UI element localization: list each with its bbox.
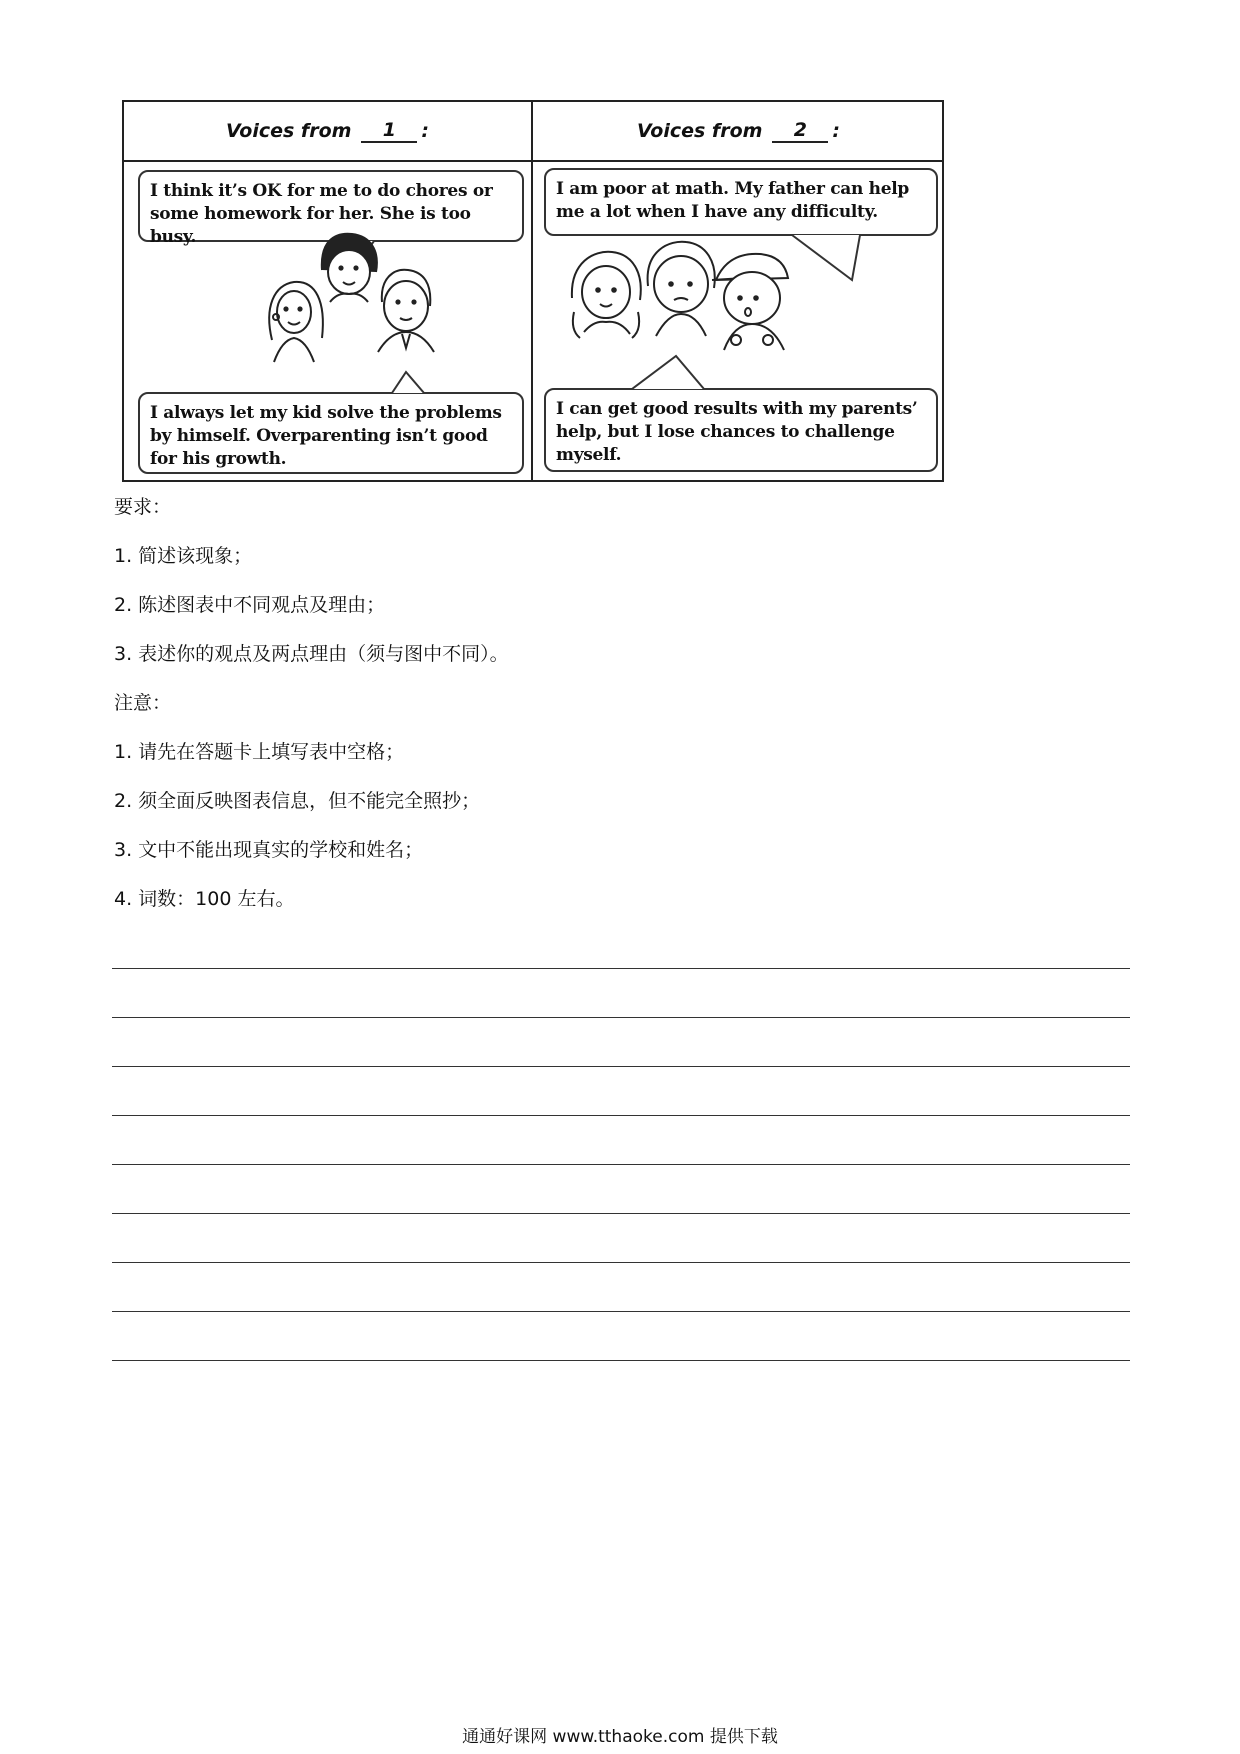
writing-line[interactable] <box>112 1360 1130 1361</box>
right-bottom-bubble-tail <box>632 356 704 389</box>
writing-line[interactable] <box>112 1311 1130 1312</box>
boy-with-cap-icon <box>712 254 788 350</box>
right-header-blank: 2 <box>772 119 828 143</box>
writing-line[interactable] <box>112 1017 1130 1018</box>
right-header-colon: : <box>832 120 841 142</box>
left-bottom-bubble-tail <box>392 372 424 393</box>
writing-line[interactable] <box>112 968 1130 969</box>
requirement-item: 3. 表述你的观点及两点理由（须与图中不同）。 <box>114 643 509 665</box>
requirement-item: 2. 陈述图表中不同观点及理由； <box>114 594 386 616</box>
right-top-bubble-tail <box>792 235 860 280</box>
girl-icon <box>572 252 641 338</box>
writing-line[interactable] <box>112 1262 1130 1263</box>
requirements-label: 要求： <box>114 496 172 518</box>
figure-illustrations <box>124 102 942 480</box>
writing-line[interactable] <box>112 1066 1130 1067</box>
mother-icon <box>269 282 323 362</box>
note-item: 4. 词数：100 左右。 <box>114 888 295 910</box>
father-icon <box>378 270 434 352</box>
writing-line[interactable] <box>112 1115 1130 1116</box>
requirement-item: 1. 简述该现象； <box>114 545 253 567</box>
writing-line[interactable] <box>112 1213 1130 1214</box>
page-footer: 通通好课网 www.tthaoke.com 提供下载 <box>462 1727 778 1747</box>
left-header-prefix: Voices from <box>225 120 352 142</box>
left-top-bubble-text: I think it’s OK for me to do chores or some homework for her. She is too busy. <box>150 181 493 247</box>
left-header-colon: : <box>421 120 430 142</box>
child-icon <box>322 234 377 302</box>
writing-line[interactable] <box>112 1164 1130 1165</box>
note-item: 2. 须全面反映图表信息，但不能完全照抄； <box>114 790 481 812</box>
right-header-prefix: Voices from <box>636 120 763 142</box>
note-item: 3. 文中不能出现真实的学校和姓名； <box>114 839 424 861</box>
left-header-blank: 1 <box>361 119 417 143</box>
opinion-figure <box>122 100 944 482</box>
right-top-bubble-text: I am poor at math. My father can help me a lot when I have any difficulty. <box>556 179 909 222</box>
notes-label: 注意： <box>114 692 172 714</box>
left-bottom-bubble-text: I always let my kid solve the problems by himself. Overparenting isn’t good for his growth. <box>150 403 502 469</box>
right-bottom-bubble-text: I can get good results with my parents’ help, but I lose chances to challenge myself. <box>556 399 918 465</box>
worried-girl-icon <box>648 242 715 336</box>
note-item: 1. 请先在答题卡上填写表中空格； <box>114 741 405 763</box>
